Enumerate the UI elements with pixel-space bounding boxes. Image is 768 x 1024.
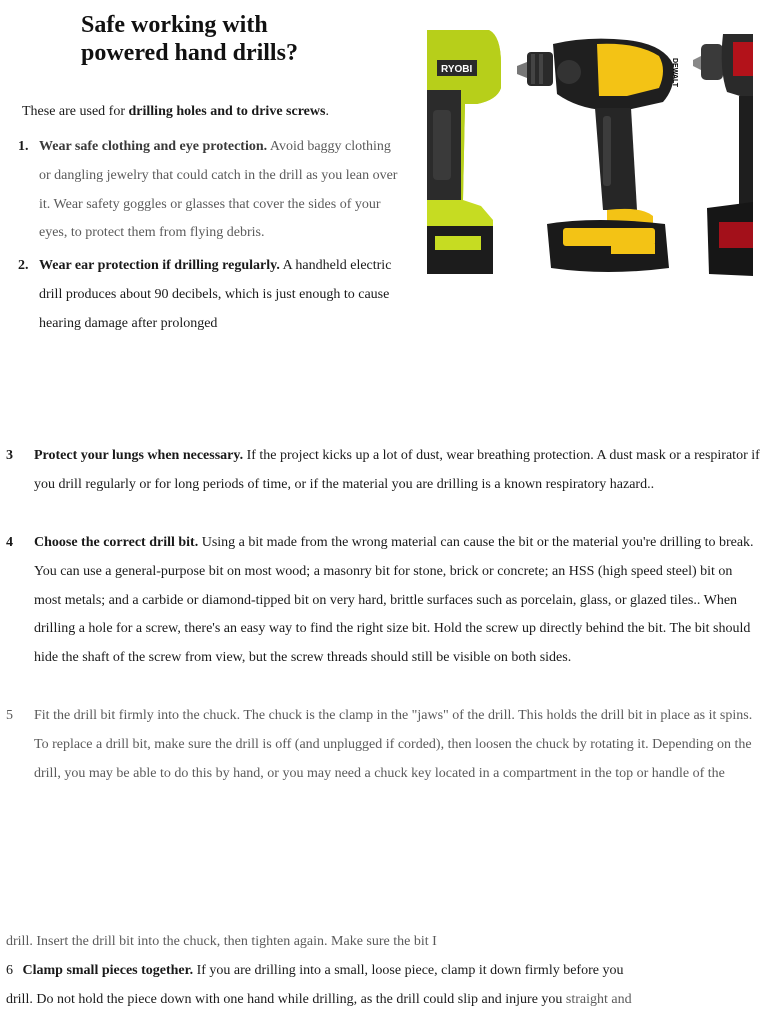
- intro-bold: drilling holes and to drive screws: [128, 104, 326, 119]
- continued-text: drill. Insert the drill bit into the chuck, then tighten again. Make sure the bit I: [6, 934, 437, 949]
- item-text: Fit the drill bit firmly into the chuck. The chuck is the clamp in the "jaws" of the drill. This holds the drill bit in place as it spins. To replace a drill bit, make sure the drill is off (and unplugged if corded), then loosen the chuck by rotating it. Depending on the drill, you may be able to do this by hand, or you may need a chuck key located in a compartment in the top or handle of the: [34, 708, 753, 781]
- list-item-6-line-2: [6, 990, 632, 1010]
- list-item-2: [18, 252, 402, 338]
- list-item-1: [18, 133, 402, 248]
- list-item-4: [6, 529, 762, 673]
- item-body: [34, 702, 762, 788]
- milwaukee-drill-icon: [693, 34, 753, 276]
- intro-lead: These are used for: [22, 104, 129, 119]
- title-line-2: powered hand drills?: [81, 40, 298, 66]
- intro-paragraph: [22, 102, 402, 122]
- item-body: [39, 252, 402, 338]
- item-text-line-2: drill. Do not hold the piece down with one hand while drilling, as the drill could slip and injure you: [6, 992, 563, 1007]
- page-title: [81, 11, 401, 67]
- item-body: [34, 442, 762, 500]
- item-text: Using a bit made from the wrong material can cause the bit or the material you're drilling to break. You can use a general-purpose bit on most wood; a masonry bit for stone, brick or concrete; an HSS (high speed steel) bit on most metals; and a carbide or diamond-tipped bit on very hard, brittle surfaces such as porcelain, glass, or glazed tiles.. When drilling a hole for a screw, there's an easy way to find the right size bit. Hold the screw up directly behind the bit. The bit should hide the shaft of the screw from view, but the screw threads should still be visible on both sides.: [34, 535, 754, 666]
- item-heading: Wear safe clothing and eye protection.: [39, 139, 268, 154]
- item-number: 3: [6, 448, 13, 463]
- item-number: 2.: [18, 258, 29, 273]
- item-heading: Choose the correct drill bit.: [34, 535, 199, 550]
- item-text: A handheld electric drill produces about 90 decibels, which is just enough to cause hearing damage after prolonged: [39, 258, 392, 331]
- item-number: 6: [6, 963, 13, 978]
- item-text: If the project kicks up a lot of dust, wear breathing protection. A dust mask or a respirator if you drill regularly or for long periods of time, or if the material you are drilling is a known respiratory hazard..: [34, 448, 760, 492]
- item-heading: Protect your lungs when necessary.: [34, 448, 244, 463]
- item-heading: Clamp small pieces together.: [22, 963, 194, 978]
- list-item-3: [6, 442, 762, 500]
- item-text: Avoid baggy clothing or dangling jewelry that could catch in the drill as you lean over it. Wear safety goggles or glasses that cover the sides of your eyes, to protect them from flying debris.: [39, 139, 398, 241]
- drill-illustration: [427, 30, 753, 278]
- intro-tail: .: [325, 104, 329, 119]
- ryobi-drill-icon: [427, 30, 501, 274]
- drill-photos: [427, 30, 753, 278]
- dewalt-drill-icon: [517, 39, 678, 272]
- item-text: If you are drilling into a small, loose piece, clamp it down firmly before you: [193, 963, 624, 978]
- item-text-gray: straight and: [562, 992, 632, 1007]
- ryobi-label: RYOBI: [441, 64, 473, 75]
- title-line-1: Safe working with: [81, 12, 268, 38]
- item-body: [39, 133, 402, 248]
- list-item-6: [6, 961, 623, 981]
- list-item-5: [6, 702, 762, 788]
- item-number: 1.: [18, 139, 29, 154]
- item-body: [34, 529, 762, 673]
- dewalt-label: DEWALT: [671, 58, 678, 88]
- item-number: 4: [6, 535, 13, 550]
- item-heading: Wear ear protection if drilling regularly.: [39, 258, 280, 273]
- item-number: 5: [6, 708, 13, 723]
